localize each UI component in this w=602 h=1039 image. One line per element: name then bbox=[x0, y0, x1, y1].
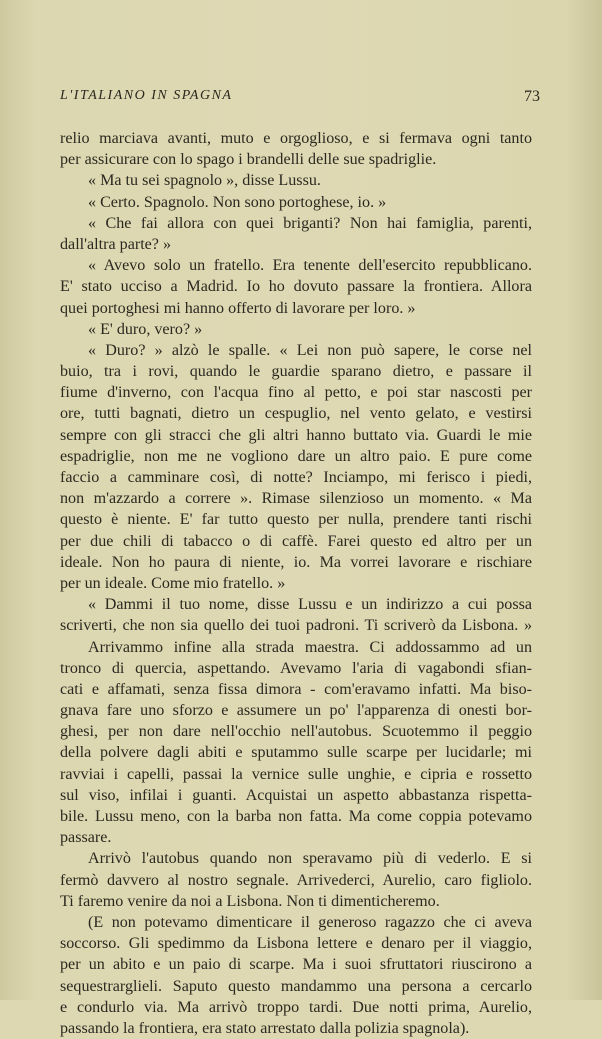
text-line: « Ma tu sei spagnolo », disse Lussu. bbox=[88, 172, 321, 190]
text-line: ghesi, per non dare nell'occhio nell'autobus. Scuotemmo il peggio bbox=[60, 723, 532, 741]
text-line: per assicurare con lo spago i brandelli delle sue spadriglie. bbox=[60, 151, 437, 169]
text-line: relio marciava avanti, muto e orgoglioso, e si fermava ogni tanto bbox=[60, 130, 532, 147]
text-line: non m'azzardo a correre ». Rimase silenzioso un momento. « Ma bbox=[60, 490, 532, 508]
text-line: per due chili di tabacco o di caffè. Farei questo ed altro per un bbox=[60, 532, 532, 550]
text-line: quei portoghesi mi hanno offerto di lavorare per loro. » bbox=[60, 299, 416, 317]
text-line: sul viso, infilai i guanti. Acquistai un aspetto abbastanza rispetta- bbox=[60, 786, 532, 804]
text-line: sempre con gli stracci che gli altri hanno buttato via. Guardi le mie bbox=[60, 426, 532, 444]
text-line: sequestrarglieli. Saputo questo mandammo una persona a cercarlo bbox=[60, 977, 532, 995]
text-line: « Che fai allora con quei briganti? Non hai famiglia, parenti, bbox=[88, 214, 532, 232]
text-line: soccorso. Gli spedimmo da Lisbona lettere e denaro per il viaggio, bbox=[60, 935, 532, 953]
text-line: per un abito e un paio di scarpe. Ma i suoi sfruttatori riuscirono a bbox=[60, 956, 532, 974]
text-line: « Avevo solo un fratello. Era tenente dell'esercito repubblicano. bbox=[88, 257, 532, 275]
text-line: fiume d'inverno, con l'acqua fino al petto, e poi star nascosti per bbox=[60, 384, 532, 402]
text-line: buio, tra i rovi, quando le guardie sparano dietro, e passare il bbox=[60, 363, 532, 381]
text-line: Arrivammo infine alla strada maestra. Ci addossammo ad un bbox=[88, 638, 532, 656]
body-text bbox=[60, 128, 532, 1039]
text-line: fermò davvero al nostro segnale. Arrivederci, Aurelio, caro figliolo. bbox=[60, 871, 532, 889]
text-line: questo è niente. E' far tutto questo per nulla, prendere tanti rischi bbox=[60, 511, 532, 529]
text-line: scriverti, che non sia quello dei tuoi padroni. Ti scriverò da Lisbona. » bbox=[60, 617, 532, 635]
text-line: (E non potevamo dimenticare il generoso ragazzo che ci aveva bbox=[88, 913, 532, 931]
text-line: « Dammi il tuo nome, disse Lussu e un indirizzo a cui possa bbox=[88, 596, 532, 614]
text-line: dall'altra parte? » bbox=[60, 235, 172, 253]
text-line: tronco di quercia, aspettando. Avevamo l'aria di vagabondi sfian- bbox=[60, 659, 532, 677]
text-line: e condurlo via. Ma arrivò troppo tardi. Due notti prima, Aurelio, bbox=[60, 998, 532, 1016]
text-line: passare. bbox=[60, 829, 112, 847]
text-line: espadriglie, non me ne vogliono dare un altro paio. E pure come bbox=[60, 447, 532, 465]
text-line: « E' duro, vero? » bbox=[88, 320, 203, 338]
text-line: bile. Lussu meno, con la barba non fatta. Ma come coppia potevamo bbox=[60, 808, 532, 825]
text-line: gnava fare uno sforzo e assumere un po' l'apparenza di onesti bor- bbox=[60, 702, 532, 720]
text-line: passando la frontiera, era stato arrestato dalla polizia spagnola). bbox=[60, 1019, 470, 1037]
text-line: della polvere dagli abiti e sputammo sulle scarpe per lucidarle; mi bbox=[60, 744, 532, 762]
text-line: « Certo. Spagnolo. Non sono portoghese, io. » bbox=[88, 193, 387, 211]
text-line: Ti faremo venire da noi a Lisbona. Non ti dimenticheremo. bbox=[60, 892, 440, 910]
text-line: ideale. Non ho paura di niente, io. Ma vorrei lavorare e rischiare bbox=[60, 553, 532, 571]
page-number: 73 bbox=[524, 88, 540, 105]
text-line: ore, tutti bagnati, dietro un cespuglio, nel vento gelato, e vestirsi bbox=[60, 405, 532, 423]
text-line: E' stato ucciso a Madrid. Io ho dovuto passare la frontiera. Allora bbox=[60, 278, 532, 296]
text-line: per un ideale. Come mio fratello. » bbox=[60, 574, 286, 592]
running-title: L'ITALIANO IN SPAGNA bbox=[60, 88, 233, 103]
text-line: cati e affamati, senza fissa dimora - com'eravamo infatti. Ma biso- bbox=[60, 680, 532, 698]
text-line: ravviai i capelli, passai la vernice sulle unghie, e cipria e rossetto bbox=[60, 765, 532, 783]
running-head bbox=[60, 88, 540, 110]
text-line: « Duro? » alzò le spalle. « Lei non può sapere, le corse nel bbox=[88, 341, 532, 359]
text-line: faccio a camminare così, di notte? Inciampo, mi ferisco i piedi, bbox=[60, 469, 532, 486]
text-line: Arrivò l'autobus quando non speravamo più di vederlo. E si bbox=[88, 850, 532, 868]
